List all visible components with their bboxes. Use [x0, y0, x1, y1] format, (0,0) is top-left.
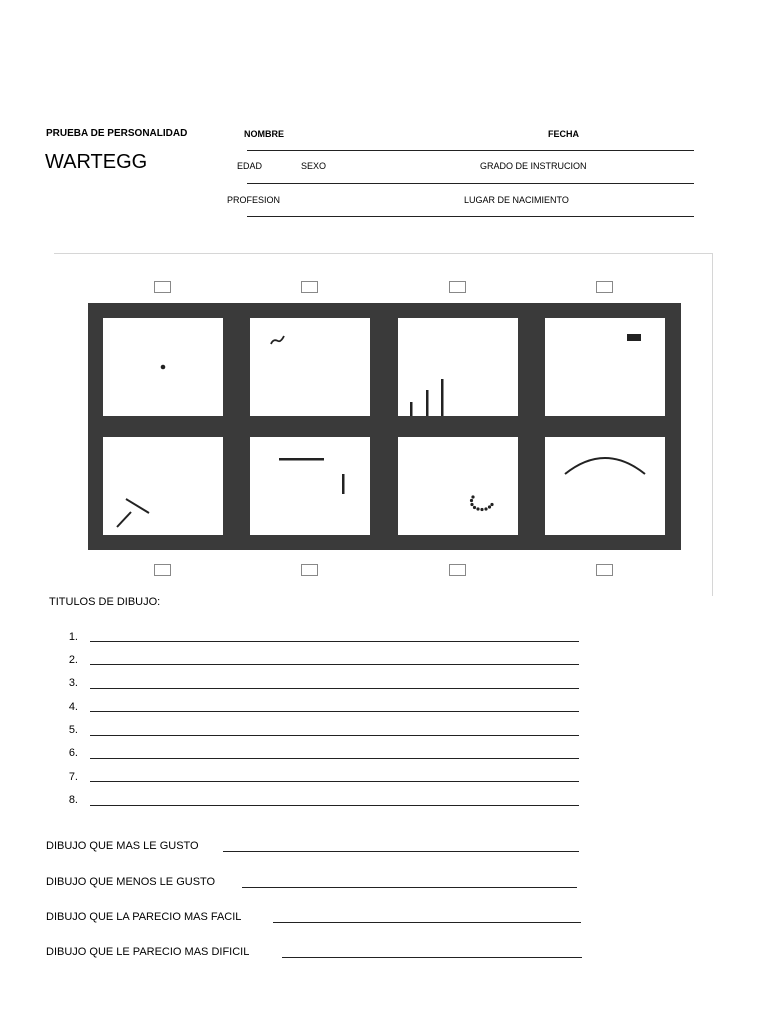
checkbox-top-2[interactable] — [301, 281, 318, 293]
drawing-cell-6[interactable] — [250, 437, 370, 535]
nombre-fecha-line[interactable] — [247, 150, 694, 151]
cell-6-stimulus — [250, 437, 370, 535]
titles-heading: TITULOS DE DIBUJO: — [49, 596, 161, 608]
question-most-liked: DIBUJO QUE MAS LE GUSTO — [46, 840, 199, 852]
edad-label: EDAD — [237, 161, 263, 171]
question-least-liked: DIBUJO QUE MENOS LE GUSTO — [46, 876, 216, 888]
sexo-label: SEXO — [301, 161, 327, 171]
cell-1-stimulus — [103, 318, 223, 416]
nombre-label: NOMBRE — [244, 129, 284, 139]
cell-2-stimulus — [250, 318, 370, 416]
cell-5-stimulus — [103, 437, 223, 535]
title-line-2[interactable] — [90, 664, 579, 665]
checkbox-bottom-1[interactable] — [154, 564, 171, 576]
title-number: 7. — [68, 771, 78, 783]
title-line-1[interactable] — [90, 641, 579, 642]
title-number: 2. — [68, 654, 78, 666]
edad-sexo-grado-line[interactable] — [247, 183, 694, 184]
drawing-cell-2[interactable] — [250, 318, 370, 416]
checkbox-top-3[interactable] — [449, 281, 466, 293]
title-line-8[interactable] — [90, 805, 579, 806]
test-name: PRUEBA DE PERSONALIDAD — [46, 128, 188, 139]
title-line-5[interactable] — [90, 735, 579, 736]
title-number: 8. — [68, 794, 78, 806]
title-number: 1. — [68, 631, 78, 643]
profesion-lugar-line[interactable] — [247, 216, 694, 217]
cell-3-stimulus — [398, 318, 518, 416]
cell-4-stimulus — [545, 318, 665, 416]
checkbox-bottom-2[interactable] — [301, 564, 318, 576]
drawing-cell-7[interactable] — [398, 437, 518, 535]
answer-line-least-liked[interactable] — [242, 887, 577, 888]
question-easiest: DIBUJO QUE LA PARECIO MAS FACIL — [46, 911, 242, 923]
panel-right-edge — [712, 253, 713, 596]
checkbox-top-4[interactable] — [596, 281, 613, 293]
panel-top-edge — [54, 253, 713, 254]
cell-8-stimulus — [545, 437, 665, 535]
drawing-cell-4[interactable] — [545, 318, 665, 416]
answer-line-most-liked[interactable] — [223, 851, 579, 852]
lugar-label: LUGAR DE NACIMIENTO — [464, 195, 569, 205]
grado-label: GRADO DE INSTRUCION — [480, 161, 587, 171]
title-line-4[interactable] — [90, 711, 579, 712]
checkbox-bottom-3[interactable] — [449, 564, 466, 576]
wartegg-frame — [88, 303, 681, 550]
title-number: 6. — [68, 747, 78, 759]
checkbox-bottom-4[interactable] — [596, 564, 613, 576]
title-line-7[interactable] — [90, 781, 579, 782]
drawing-cell-3[interactable] — [398, 318, 518, 416]
checkbox-top-1[interactable] — [154, 281, 171, 293]
question-hardest: DIBUJO QUE LE PARECIO MAS DIFICIL — [46, 946, 250, 958]
fecha-label: FECHA — [548, 129, 579, 139]
title-number: 4. — [68, 701, 78, 713]
drawing-cell-1[interactable] — [103, 318, 223, 416]
title-line-3[interactable] — [90, 688, 579, 689]
profesion-label: PROFESION — [227, 195, 281, 205]
cell-7-stimulus — [398, 437, 518, 535]
title-number: 5. — [68, 724, 78, 736]
test-title: WARTEGG — [45, 151, 148, 173]
drawing-cell-5[interactable] — [103, 437, 223, 535]
drawing-cell-8[interactable] — [545, 437, 665, 535]
answer-line-hardest[interactable] — [282, 957, 582, 958]
title-number: 3. — [68, 677, 78, 689]
answer-line-easiest[interactable] — [273, 922, 581, 923]
title-line-6[interactable] — [90, 758, 579, 759]
